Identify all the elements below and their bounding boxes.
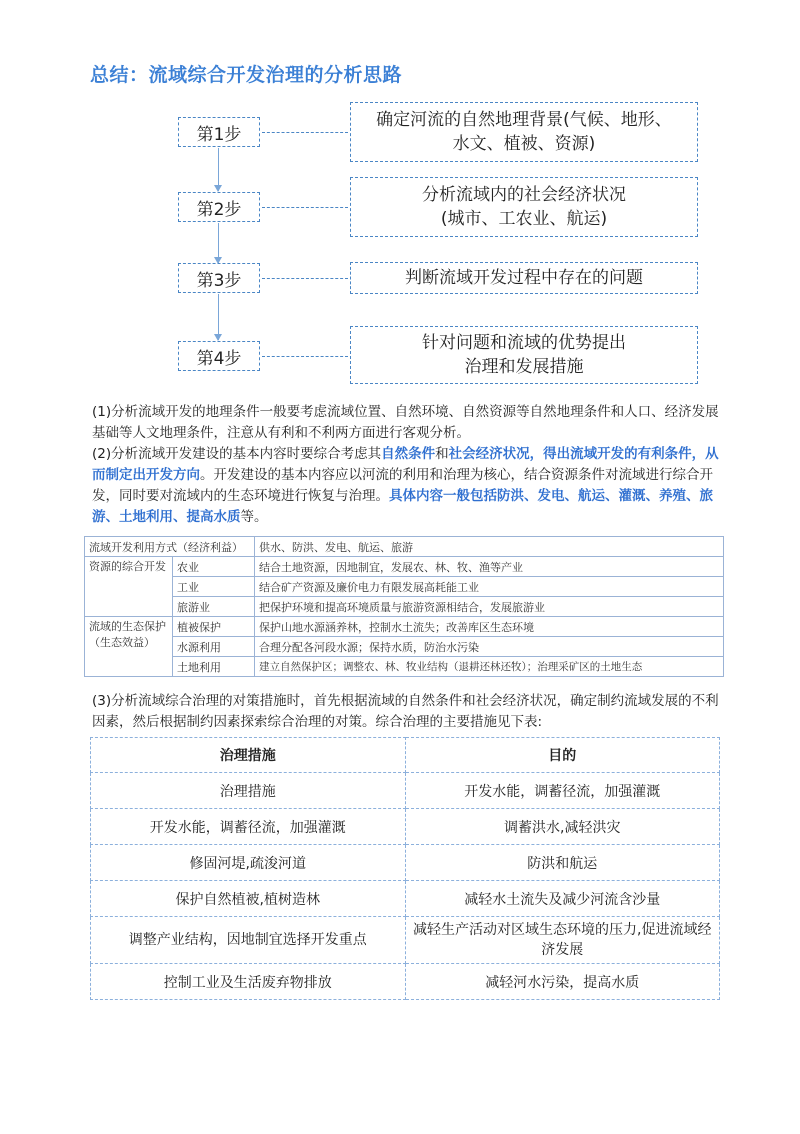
- step-2-line-1: 分析流域内的社会经济状况: [422, 185, 626, 205]
- table-row: [85, 637, 724, 657]
- table-row: [85, 537, 724, 557]
- paragraph-1: (1)分析流域开发的地理条件一般要考虑流域位置、自然环境、自然资源等自然地理条件和人口、经济发展基础等人文地理条件，注意从有利和不利两方面进行客观分析。: [92, 404, 719, 441]
- table-cell: 减轻河水污染，提高水质: [405, 964, 720, 1000]
- step-1-box: [350, 102, 698, 162]
- paragraph-2-text: 等。: [240, 509, 268, 525]
- connector-line: [262, 278, 348, 279]
- step-3-line-1: 判断流域开发过程中存在的问题: [405, 268, 643, 288]
- table-row: [91, 773, 720, 809]
- table-row: [85, 617, 724, 637]
- table-cell: 调蓄洪水,减轻洪灾: [405, 809, 720, 845]
- step-2-box: [350, 177, 698, 237]
- table-row: [85, 597, 724, 617]
- table-header: 目的: [405, 738, 720, 773]
- table-cell: 水源利用: [173, 637, 255, 657]
- table-cell: 开发水能，调蓄径流，加强灌溉: [91, 809, 406, 845]
- paragraph-2-text: 。开发建设的基本内容应以河流的利用和治理为核心，结合资源条件对流域进行综合开发，同时要对流域内的生态环境进行恢复与治理。: [92, 467, 713, 504]
- arrow-down: [218, 223, 219, 263]
- table-header-row: [91, 738, 720, 773]
- step-4-line-1: 针对问题和流域的优势提出: [422, 333, 626, 353]
- connector-line: [262, 132, 348, 133]
- table-cell: 植被保护: [173, 617, 255, 637]
- highlight-social: 社会经济状况，得出流域开发的有利条件，从而制定出开发方向: [92, 446, 719, 483]
- table-row: [91, 917, 720, 964]
- table-row: [85, 657, 724, 677]
- step-2-line-2: (城市、工农业、航运): [440, 209, 608, 229]
- arrow-down: [218, 294, 219, 340]
- measures-table: [90, 737, 720, 1000]
- table-cell: 结合土地资源，因地制宜，发展农、林、牧、渔等产业: [255, 557, 724, 577]
- table-header: 治理措施: [91, 738, 406, 773]
- connector-line: [262, 356, 348, 357]
- table-cell: 合理分配各河段水源；保持水质，防治水污染: [255, 637, 724, 657]
- highlight-natural: 自然条件: [381, 446, 436, 462]
- table-cell: 调整产业结构，因地制宜选择开发重点: [91, 917, 406, 964]
- paragraph-2: [92, 444, 724, 528]
- paragraph-2-text: (2)分析流域开发建设的基本内容时要综合考虑其: [92, 446, 382, 462]
- arrow-down: [218, 148, 219, 191]
- table-row: [91, 845, 720, 881]
- step-3-box: [350, 262, 698, 294]
- step-4-label: 第4步: [178, 341, 260, 371]
- table-cell: 资源的综合开发: [85, 557, 173, 617]
- table-cell: 治理措施: [91, 773, 406, 809]
- paragraph-3: (3)分析流域综合治理的对策措施时，首先根据流域的自然条件和社会经济状况，确定制约流域发展的不利因素，然后根据制约因素探索综合治理的对策。综合治理的主要措施见下表:: [92, 693, 719, 730]
- step-4-box: [350, 326, 698, 384]
- table-cell: 开发水能，调蓄径流，加强灌溉: [405, 773, 720, 809]
- step-4-line-2: 治理和发展措施: [464, 357, 584, 377]
- table-cell: 修固河堤,疏浚河道: [91, 845, 406, 881]
- table-cell: 流域开发利用方式（经济利益）: [85, 537, 255, 557]
- step-1-line-2: 水文、植被、资源): [452, 134, 596, 154]
- table-cell: 控制工业及生活废弃物排放: [91, 964, 406, 1000]
- table-cell: 保护自然植被,植树造林: [91, 881, 406, 917]
- highlight-content: 具体内容一般包括防洪、发电、航运、灌溉、养殖、旅游、土地利用、提高水质: [92, 488, 713, 525]
- connector-line: [262, 207, 348, 208]
- table-cell: 把保护环境和提高环境质量与旅游资源相结合，发展旅游业: [255, 597, 724, 617]
- step-2-label: 第2步: [178, 192, 260, 222]
- table-row: [91, 881, 720, 917]
- table-cell: 农业: [173, 557, 255, 577]
- table-cell: 工业: [173, 577, 255, 597]
- table-cell: 供水、防洪、发电、航运、旅游: [255, 537, 724, 557]
- table-cell: 减轻水土流失及减少河流含沙量: [405, 881, 720, 917]
- page-title: 总结：流域综合开发治理的分析思路: [90, 64, 403, 86]
- table-cell: 结合矿产资源及廉价电力有限发展高耗能工业: [255, 577, 724, 597]
- table-cell: 保护山地水源涵养林，控制水土流失；改善库区生态环境: [255, 617, 724, 637]
- table-row: [85, 557, 724, 577]
- step-1-line-1: 确定河流的自然地理背景(气候、地形、: [376, 110, 672, 130]
- table-row: [91, 809, 720, 845]
- table-cell: 减轻生产活动对区域生态环境的压力,促进流域经济发展: [405, 917, 720, 964]
- development-table: [84, 536, 724, 677]
- paragraph-2-text: 和: [435, 446, 449, 462]
- step-1-label: 第1步: [178, 117, 260, 147]
- table-row: [91, 964, 720, 1000]
- table-cell: 防洪和航运: [405, 845, 720, 881]
- table-cell: 建立自然保护区；调整农、林、牧业结构（退耕还林还牧）；治理采矿区的土地生态: [255, 657, 724, 677]
- table-cell: 流域的生态保护（生态效益）: [85, 617, 173, 677]
- table-cell: 旅游业: [173, 597, 255, 617]
- step-3-label: 第3步: [178, 263, 260, 293]
- table-cell: 土地利用: [173, 657, 255, 677]
- table-row: [85, 577, 724, 597]
